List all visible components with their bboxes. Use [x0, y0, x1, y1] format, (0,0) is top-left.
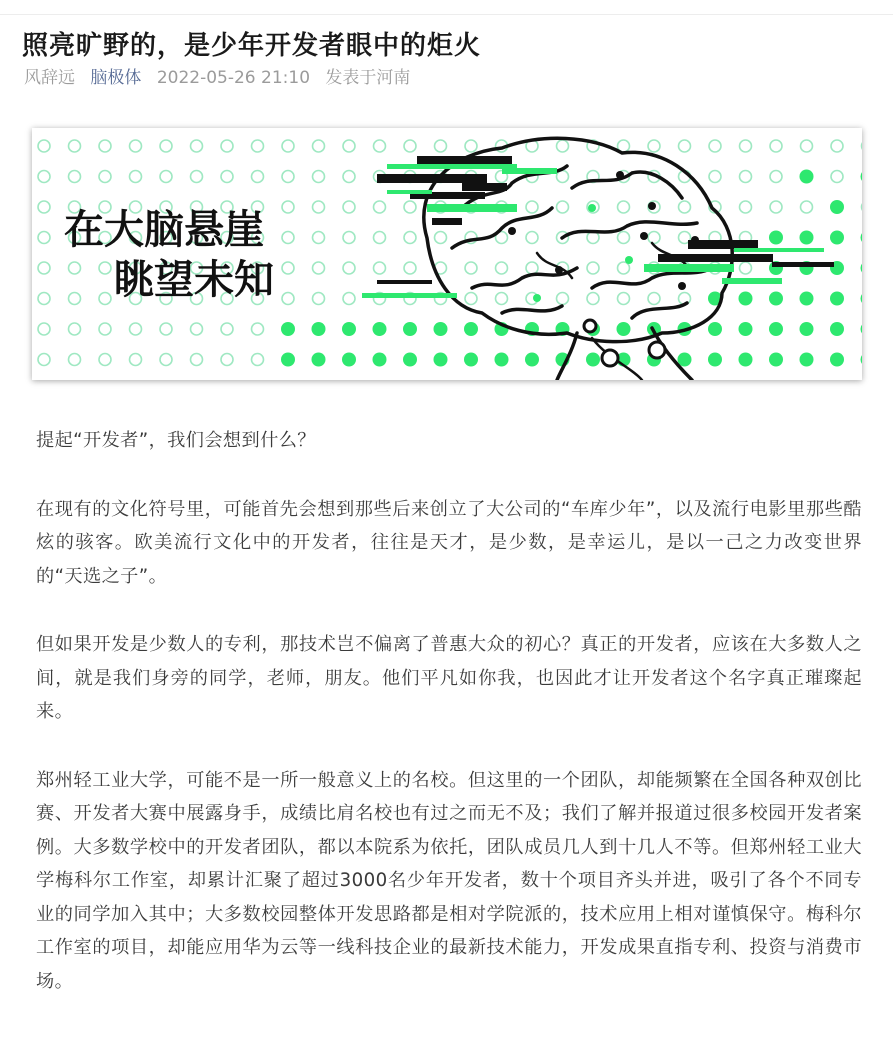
banner-headline-line2: 眺望未知 [114, 257, 274, 303]
pattern-dot [69, 323, 81, 335]
pattern-dot [587, 293, 599, 305]
pattern-dot [282, 201, 294, 213]
pattern-dot [496, 293, 508, 305]
pattern-dot [740, 262, 752, 274]
pattern-dot [343, 293, 355, 305]
pattern-dot [313, 201, 325, 213]
pattern-dot [374, 232, 386, 244]
pattern-dot [130, 140, 142, 152]
pattern-dot [313, 232, 325, 244]
pattern-dot [99, 293, 111, 305]
pattern-dot [69, 171, 81, 183]
publish-location: 发表于河南 [325, 68, 411, 88]
pattern-dot [465, 293, 477, 305]
pattern-dot [404, 262, 416, 274]
pattern-dot [830, 200, 844, 214]
pattern-dot [526, 262, 538, 274]
pattern-dot [861, 261, 863, 275]
pattern-dot [312, 353, 326, 367]
pattern-dot [281, 322, 295, 336]
pattern-dot [861, 170, 863, 184]
paragraph: 但如果开发是少数人的专利，那技术岂不偏离了普惠大众的初心？真正的开发者，应该在大多数人之间，就是我们身旁的同学，老师，朋友。他们平凡如你我，也因此才让开发者这个名字真正璀璨起来。 [36, 634, 862, 722]
pattern-dot [342, 353, 356, 367]
pattern-dot [313, 262, 325, 274]
pattern-dot [861, 322, 863, 336]
paragraph: 在现有的文化符号里，可能首先会想到那些后来创立了大公司的“车库少年”，以及流行电影里那些酷炫的骇客。欧美流行文化中的开发者，往往是天才，是少数，是幸运儿，是以一己之力改变世界的“天选之子”。 [36, 498, 862, 587]
article-body [36, 424, 862, 1033]
pattern-dot [464, 353, 478, 367]
pattern-dot [434, 322, 448, 336]
pattern-dot [38, 201, 50, 213]
pattern-dot [557, 140, 569, 152]
pattern-dot [374, 140, 386, 152]
pattern-dot [709, 171, 721, 183]
pattern-dot [770, 171, 782, 183]
pattern-dot [373, 322, 387, 336]
pattern-dot [38, 140, 50, 152]
pattern-dot [99, 354, 111, 366]
pattern-dot [313, 140, 325, 152]
publish-datetime: 2022-05-26 21:10 [156, 68, 311, 88]
pattern-dot [861, 231, 863, 245]
pattern-dot [770, 140, 782, 152]
pattern-dot [38, 354, 50, 366]
pattern-dot [861, 353, 863, 367]
pattern-dot [312, 322, 326, 336]
pattern-dot [403, 353, 417, 367]
pattern-dot [587, 262, 599, 274]
pattern-dot [252, 354, 264, 366]
pattern-dot [404, 201, 416, 213]
pattern-dot [434, 353, 448, 367]
pattern-dot [862, 201, 863, 213]
pattern-dot [586, 353, 600, 367]
pattern-dot [99, 262, 111, 274]
pattern-dot [861, 292, 863, 306]
pattern-dot [617, 322, 631, 336]
paragraph: 郑州轻工业大学，可能不是一所一般意义上的名校。但这里的一个团队，却能频繁在全国各种双创比赛、开发者大赛中展露身手，成绩比肩名校也有过之而无不及；我们了解并报道过很多校园开发者案例。大多数学校中的开发者团队，都以本院系为依托，团队成员几人到十几人不等。但郑州轻工业大学梅科尔工作室，却累计汇聚了超过3000名少年开发者，数十个项目齐头并进，吸引了各个不同专业的同学加入其中；大多数校园整体开发思路都是相对学院派的，技术应用上相对谨慎保守。梅科尔工作室的项目，却能应用华为云等一线科技企业的最新技术能力，开发成果直指专利、投资与消费市场。 [36, 769, 862, 992]
pattern-dot [801, 201, 813, 213]
article-cover-image [32, 128, 862, 380]
author-name: 风辞远 [24, 68, 75, 88]
pattern-dot [160, 323, 172, 335]
pattern-dot [769, 322, 783, 336]
pattern-dot [800, 170, 814, 184]
pattern-dot [801, 140, 813, 152]
pattern-dot [769, 231, 783, 245]
pattern-dot [709, 140, 721, 152]
glitch-bars [362, 156, 834, 298]
pattern-dot [191, 354, 203, 366]
pattern-dot [252, 140, 264, 152]
pattern-dot [343, 262, 355, 274]
pattern-dot [343, 171, 355, 183]
pattern-dot [221, 323, 233, 335]
pattern-dot [526, 201, 538, 213]
pattern-dot [800, 231, 814, 245]
pattern-dot [618, 262, 630, 274]
pattern-dot [526, 232, 538, 244]
pattern-dot [343, 201, 355, 213]
pattern-dot [130, 323, 142, 335]
pattern-dot [679, 201, 691, 213]
pattern-dot [496, 262, 508, 274]
pattern-dot [830, 353, 844, 367]
pattern-dot [374, 201, 386, 213]
pattern-dot [618, 201, 630, 213]
pattern-dot [679, 140, 691, 152]
pattern-dot [282, 140, 294, 152]
pattern-dot [435, 232, 447, 244]
pattern-dot [160, 140, 172, 152]
pattern-dot [830, 322, 844, 336]
article-meta [24, 63, 420, 88]
pattern-dot [495, 353, 509, 367]
pattern-dot [770, 201, 782, 213]
pattern-dot [831, 140, 843, 152]
pattern-dot [282, 171, 294, 183]
pattern-dot [404, 232, 416, 244]
pattern-dot [465, 140, 477, 152]
pattern-dot [648, 140, 660, 152]
pattern-dot [374, 262, 386, 274]
pattern-dot [38, 232, 50, 244]
pattern-dot [38, 262, 50, 274]
pattern-dot [708, 322, 722, 336]
pattern-dot [342, 322, 356, 336]
pattern-dot [221, 354, 233, 366]
pattern-dot [99, 323, 111, 335]
pattern-dot [38, 293, 50, 305]
pattern-dot [465, 262, 477, 274]
pattern-dot [130, 171, 142, 183]
pattern-dot [343, 232, 355, 244]
pattern-dot [313, 171, 325, 183]
pattern-dot [800, 292, 814, 306]
dot-pattern [38, 140, 862, 367]
pattern-dot [557, 293, 569, 305]
pattern-dot [252, 323, 264, 335]
pattern-dot [38, 171, 50, 183]
pattern-dot [69, 293, 81, 305]
pattern-dot [800, 353, 814, 367]
pattern-dot [831, 171, 843, 183]
pattern-dot [69, 140, 81, 152]
pattern-dot [618, 293, 630, 305]
pattern-dot [739, 292, 753, 306]
pattern-dot [160, 171, 172, 183]
pattern-dot [769, 292, 783, 306]
pattern-dot [130, 354, 142, 366]
pattern-dot [740, 171, 752, 183]
pattern-dot [403, 322, 417, 336]
pattern-dot [739, 322, 753, 336]
pattern-dot [373, 353, 387, 367]
account-name-link[interactable]: 脑极体 [90, 68, 142, 88]
banner-headline-line1: 在大脑悬崖 [64, 207, 264, 253]
pattern-dot [313, 293, 325, 305]
pattern-dot [191, 323, 203, 335]
pattern-dot [739, 353, 753, 367]
pattern-dot [769, 353, 783, 367]
pattern-dot [800, 322, 814, 336]
pattern-dot [221, 171, 233, 183]
pattern-dot [830, 292, 844, 306]
pattern-dot [221, 140, 233, 152]
pattern-dot [435, 140, 447, 152]
pattern-dot [648, 232, 660, 244]
pattern-dot [343, 140, 355, 152]
pattern-dot [618, 232, 630, 244]
pattern-dot [708, 353, 722, 367]
pattern-dot [282, 262, 294, 274]
pattern-dot [740, 201, 752, 213]
pattern-dot [557, 201, 569, 213]
pattern-dot [99, 140, 111, 152]
pattern-dot [648, 293, 660, 305]
pattern-dot [862, 140, 863, 152]
top-divider [0, 14, 893, 15]
pattern-dot [282, 232, 294, 244]
brain-illustration [32, 128, 862, 380]
pattern-dot [69, 262, 81, 274]
pattern-dot [464, 322, 478, 336]
pattern-dot [191, 140, 203, 152]
pattern-dot [740, 140, 752, 152]
pattern-dot [38, 323, 50, 335]
pattern-dot [830, 231, 844, 245]
article-title: 照亮旷野的，是少年开发者眼中的炬火 [22, 31, 482, 62]
pattern-dot [281, 353, 295, 367]
pattern-dot [404, 140, 416, 152]
pattern-dot [282, 293, 294, 305]
pattern-dot [69, 354, 81, 366]
pattern-dot [525, 353, 539, 367]
pattern-dot [99, 171, 111, 183]
paragraph: 提起“开发者”，我们会想到什么？ [36, 430, 316, 451]
pattern-dot [191, 171, 203, 183]
pattern-dot [160, 354, 172, 366]
pattern-dot [252, 171, 264, 183]
